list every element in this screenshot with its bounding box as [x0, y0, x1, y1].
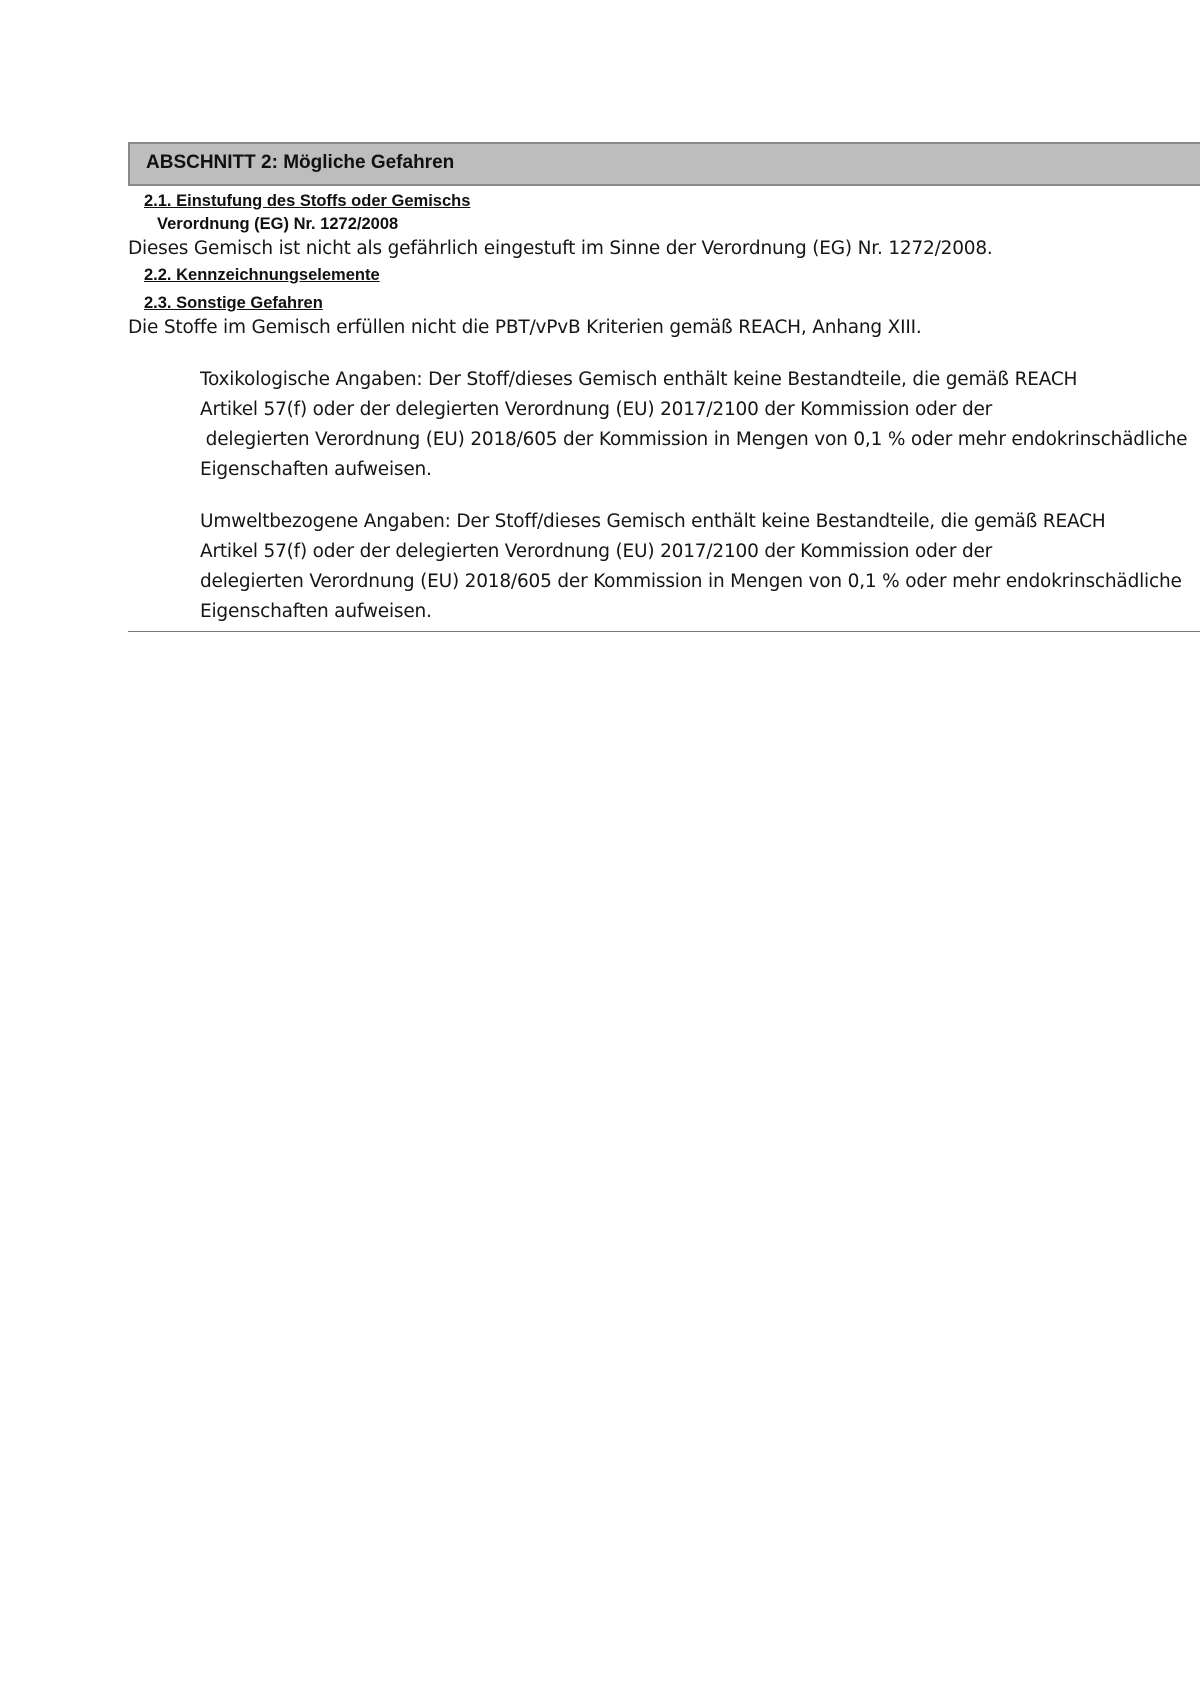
- environmental-paragraph: [200, 507, 1200, 627]
- env-line: Artikel 57(f) oder der delegierten Verordnung (EU) 2017/2100 der Kommission oder der: [200, 541, 993, 562]
- toxicological-paragraph: [200, 365, 1200, 485]
- subsection-2-1-heading: 2.1. Einstufung des Stoffs oder Gemischs: [144, 192, 471, 210]
- section-header: [128, 142, 1200, 186]
- section-2: [128, 142, 1200, 632]
- subsection-2-3-heading: 2.3. Sonstige Gefahren: [144, 294, 323, 312]
- env-line: Eigenschaften aufweisen.: [200, 601, 432, 622]
- pbt-text: Die Stoffe im Gemisch erfüllen nicht die PBT/vPvB Kriterien gemäß REACH, Anhang XIII.: [128, 317, 922, 338]
- tox-line: delegierten Verordnung (EU) 2018/605 der Kommission in Mengen von 0,1 % oder mehr endokrinschädliche: [200, 429, 1188, 450]
- regulation-heading: Verordnung (EG) Nr. 1272/2008: [157, 215, 399, 233]
- tox-line: Toxikologische Angaben: Der Stoff/dieses Gemisch enthält keine Bestandteile, die gemäß REACH: [200, 369, 1078, 390]
- subsection-2-2-heading: 2.2. Kennzeichnungselemente: [144, 266, 380, 284]
- env-line: Umweltbezogene Angaben: Der Stoff/dieses Gemisch enthält keine Bestandteile, die gemäß REACH: [200, 511, 1106, 532]
- tox-line: Eigenschaften aufweisen.: [200, 459, 432, 480]
- env-line: delegierten Verordnung (EU) 2018/605 der Kommission in Mengen von 0,1 % oder mehr endokrinschädliche: [200, 571, 1182, 592]
- tox-line: Artikel 57(f) oder der delegierten Verordnung (EU) 2017/2100 der Kommission oder der: [200, 399, 993, 420]
- section-bottom-rule: [128, 631, 1200, 632]
- classification-text: Dieses Gemisch ist nicht als gefährlich eingestuft im Sinne der Verordnung (EG) Nr. 1272/2008.: [128, 238, 993, 259]
- section-title: ABSCHNITT 2: Mögliche Gefahren: [146, 152, 455, 173]
